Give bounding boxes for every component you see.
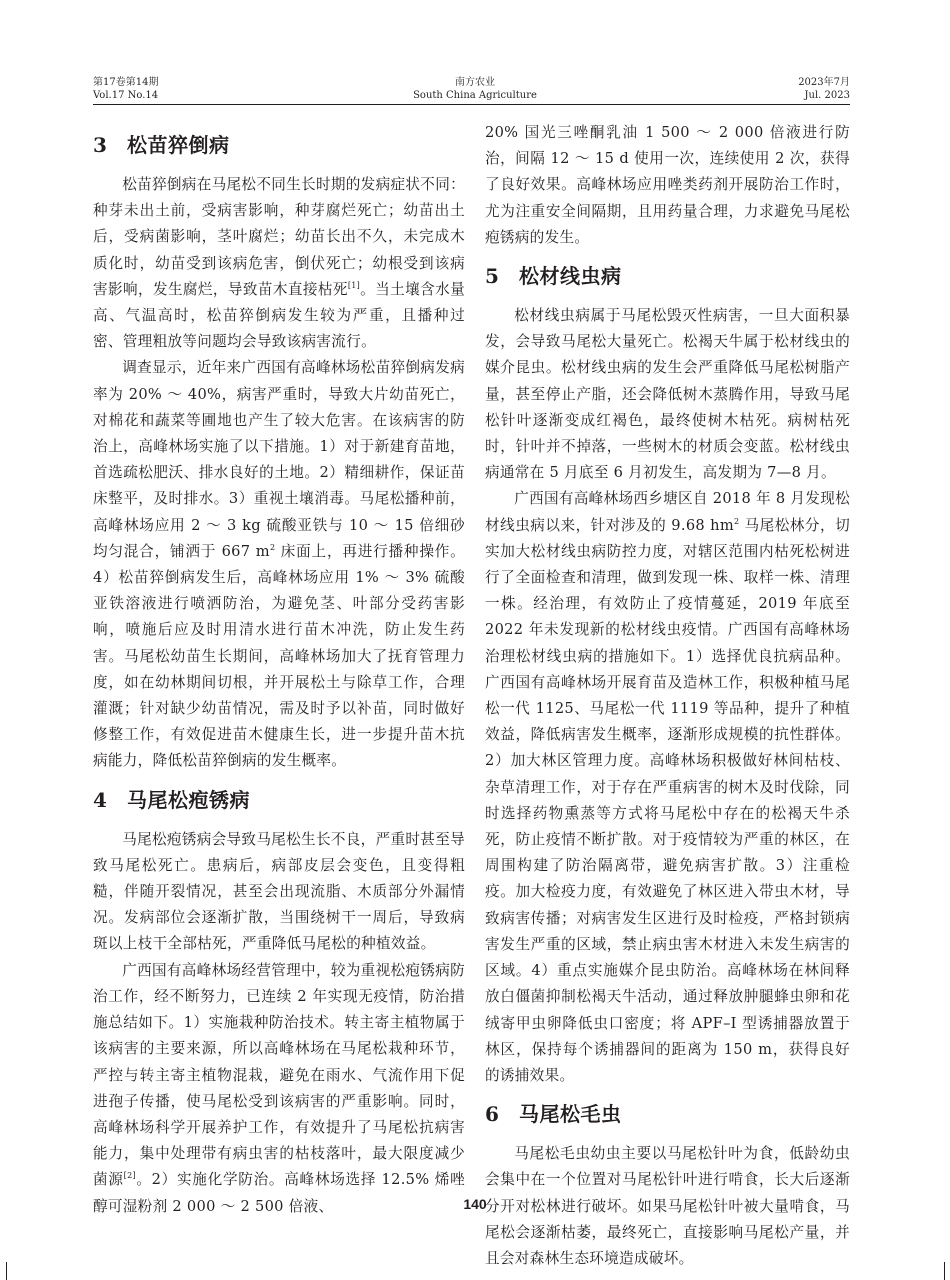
paragraph: 松苗猝倒病在马尾松不同生长时期的发病症状不同：种芽未出土前，受病害影响，种芽腐烂死亡；幼苗出土后，受病菌影响，茎叶腐烂；幼苗长出不久，未完成木质化时，幼苗受到该病危害，倒伏死亡；幼根受到该病害影响，发生腐烂，导致苗木直接枯死[1]。当土壤含水量高、气温高时，松苗猝倒病发生较为严重，且播种过密、管理粗放等问题均会导致该病害流行。	[93, 176, 465, 351]
paragraph: 广西国有高峰林场西乡塘区自 2018 年 8 月发现松材线虫病以来，针对涉及的 9.68 $hm^2$ 马尾松林分，切实加大松材线虫病防控力度，对辖区范围内枯死松树进行了全面检查和清理，做到发现一株、取样一株、清理一株。经治理，有效防止了疫情蔓延，2019 年底至 2022 年未发现新的松材线虫疫情。广西国有高峰林场治理松材线虫病的措施如下。1）选择优良抗病品种。广西国有高峰林场开展育苗及造林工作，积极种植马尾松一代 1125、马尾松一代 1119 等品种，提升了种植效益，降低病害发生概率，逐渐形成规模的抗性群体。2）加大林区管理力度。高峰林场积极做好林间枯枝、杂草清理工作，对于存在严重病害的树木及时伐除，同时选择药物熏蒸等方式将马尾松中存在的松褐天牛杀死，防止疫情不断扩散。对于疫情较为严重的林区，在周围构建了防治隔离带，避免病害扩散。3）注重检疫。加大检疫力度，有效避免了林区进入带虫木材，导致病害传播；对病害发生区进行及时检疫，严格封锁病害发生严重的区域，禁止病虫害木材进入未发生病害的区域。4）重点实施媒介昆虫防治。高峰林场在林间释放白僵菌抑制松褐天牛活动，通过释放肿腿蜂虫卵和花绒寄甲虫卵降低虫口密度；将 APF–I 型诱捕器放置于林区，保持每个诱捕器间的距离为 150 m，获得良好的诱捕效果。	[485, 490, 850, 1084]
section-3-heading	[93, 130, 465, 160]
section-number: 5	[485, 264, 500, 289]
citation: [1]	[347, 280, 361, 290]
crop-mark	[6, 1262, 7, 1280]
paragraph: 松材线虫病属于马尾松毁灭性病害，一旦大面积暴发，会导致马尾松大量死亡。松褐天牛属于松材线虫的媒介昆虫。松材线虫病的发生会严重降低马尾松树脂产量，甚至停止产脂，还会降低树木蒸腾作用，导致马尾松针叶逐渐变成红褐色，最终使树木枯死。病树枯死时，针叶并不掉落，一些树木的材质会变蓝。松材线虫病通常在 5 月底至 6 月初发生，高发期为 7—8 月。	[485, 307, 850, 482]
citation: [2]	[123, 1171, 136, 1181]
section-title: 松苗猝倒病	[127, 133, 230, 157]
left-column	[93, 120, 465, 1220]
header-issue-date	[798, 76, 850, 102]
header-date-cn: 2023年7月	[798, 77, 850, 88]
section-number: 3	[93, 133, 108, 157]
superscript: 2	[269, 542, 276, 552]
section-number: 4	[93, 787, 108, 812]
header-volume-en: Vol.17 No.14	[93, 90, 159, 101]
right-column	[485, 120, 850, 1272]
crop-mark	[944, 1262, 945, 1280]
header-volume-cn: 第17卷第14期	[93, 77, 159, 88]
paragraph: 马尾松毛虫幼虫主要以马尾松针叶为食，低龄幼虫会集中在一个位置对马尾松针叶进行啃食，长大后逐渐分开对松林进行破坏。如果马尾松针叶被大量啃食，马尾松会逐渐枯萎，最终死亡，直接影响马尾松产量，并且会对森林生态环境造成破坏。	[485, 1145, 850, 1267]
paragraph: 广西国有高峰林场经营管理中，较为重视松疱锈病防治工作，经不断努力，已连续 2 年实现无疫情，防治措施总结如下。1）实施栽种防治技术。转主寄主植物属于该病害的主要来源，所以高峰林场在马尾松栽种环节，严控与转主寄主植物混栽，避免在雨水、气流作用下促进孢子传播，使马尾松受到该病害的严重影响。同时，高峰林场科学开展养护工作，有效提升了马尾松抗病害能力，集中处理带有病虫害的枯枝落叶，最大限度减少菌源[2]。2）实施化学防治。高峰林场选择 12.5% 烯唑醇可湿粉剂 2 000 ～ 2 500 倍液、	[93, 961, 465, 1215]
superscript: 2	[733, 516, 740, 526]
header-journal-cn: 南方农业	[455, 77, 495, 88]
page-number: 140	[463, 1196, 487, 1212]
section-title: 松材线虫病	[519, 264, 622, 289]
section-title: 马尾松疱锈病	[127, 787, 250, 812]
section-title: 马尾松毛虫	[519, 1102, 622, 1127]
header-date-en: Jul. 2023	[804, 90, 850, 101]
section-6-heading	[485, 1099, 850, 1129]
section-4-heading	[93, 785, 465, 815]
header-rule	[93, 104, 850, 105]
header-journal-en: South China Agriculture	[413, 90, 537, 101]
paragraph: 调查显示，近年来广西国有高峰林场松苗猝倒病发病率为 20% ～ 40%，病害严重时，导致大片幼苗死亡，对棉花和蔬菜等圃地也产生了较大危害。在该病害的防治上，高峰林场实施了以下措施。1）对于新建育苗地，首选疏松肥沃、排水良好的土地。2）精细耕作，保证苗床整平，及时排水。3）重视土壤消毒。马尾松播种前，高峰林场应用 2 ～ 3 kg 硫酸亚铁与 10 ～ 15 倍细砂均匀混合，铺洒于 667 $m^2$ 床面上，再进行播种操作。4）松苗猝倒病发生后，高峰林场应用 1% ～ 3% 硫酸亚铁溶液进行喷洒防治，为避免茎、叶部分受药害影响，喷施后应及时用清水进行苗木冲洗，防止发生药害。马尾松幼苗生长期间，高峰林场加大了抚育管理力度，如在幼林期间切根，并开展松土与除草工作，合理灌溉；针对缺少幼苗情况，需及时予以补苗，同时做好修整工作，有效促进苗木健康生长，进一步提升苗木抗病能力，降低松苗猝倒病的发生概率。	[93, 359, 466, 770]
paragraph: 马尾松疱锈病会导致马尾松生长不良，严重时甚至导致马尾松死亡。患病后，病部皮层会变色，且变得粗糙，伴随开裂情况，甚至会出现流脂、木质部分外漏情况。发病部位会逐渐扩散，当围绕树干一周后，导致病斑以上枝干全部枯死，严重降低马尾松的种植效益。	[93, 830, 465, 953]
section-number: 6	[485, 1102, 500, 1127]
section-5-heading	[485, 261, 850, 291]
paragraph-continued: 20% 国光三唑酮乳油 1 500 ～ 2 000 倍液进行防治，间隔 12 ～ 15 d 使用一次，连续使用 2 次，获得了良好效果。高峰林场应用唑类药剂开展防治工作时，尤为注重安全间隔期，且用药量合理，力求避免马尾松疱锈病的发生。	[485, 124, 850, 246]
